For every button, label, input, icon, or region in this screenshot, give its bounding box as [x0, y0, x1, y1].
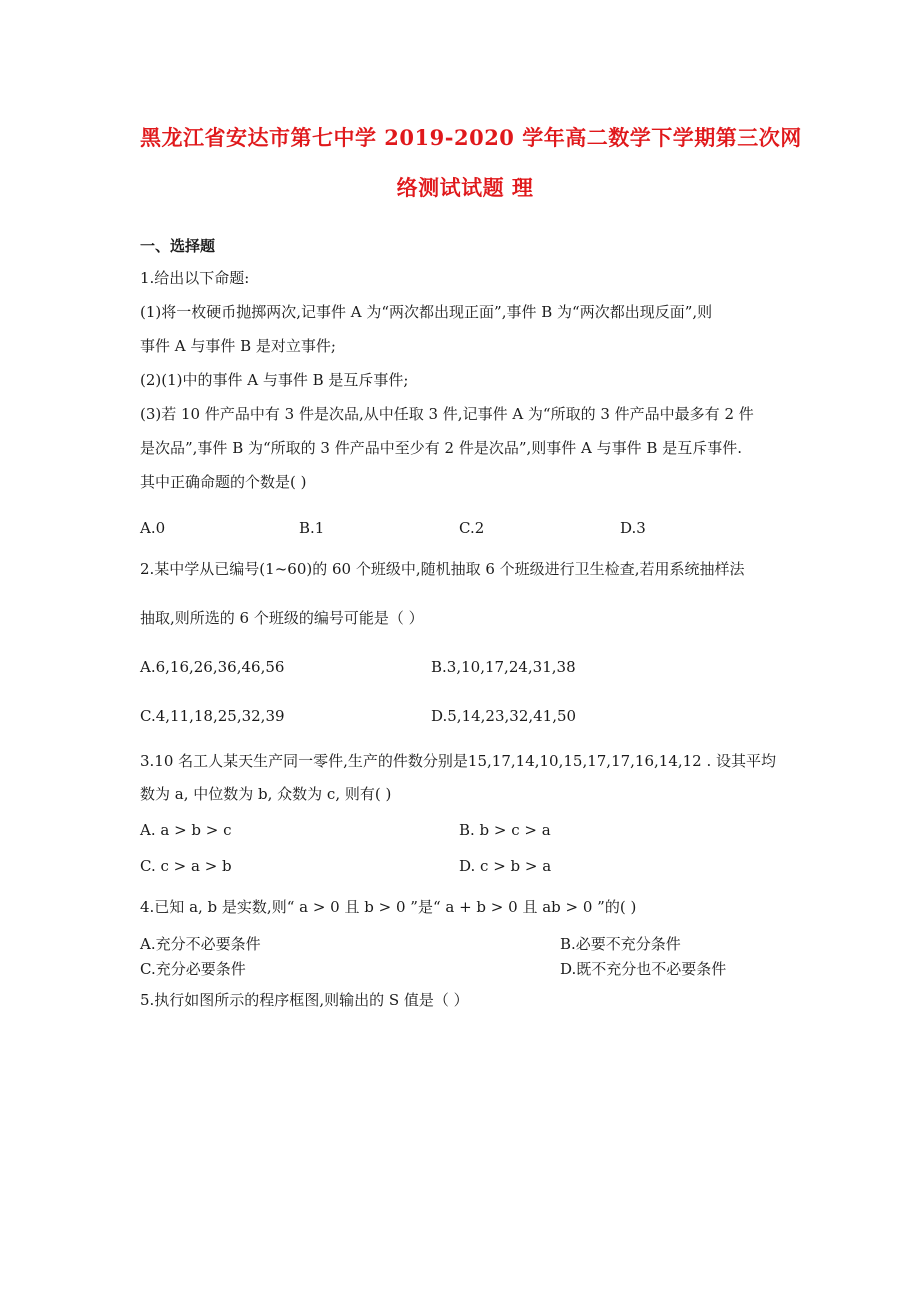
question-3-option-d: D. c > b > a — [459, 857, 552, 875]
question-1-proposition-2: (2)(1)中的事件 A 与事件 B 是互斥事件; — [140, 371, 409, 389]
question-5-stem: 5.执行如图所示的程序框图,则输出的 S 值是（ ） — [140, 991, 469, 1009]
document-title-line-2: 络测试试题 理 — [396, 175, 534, 200]
question-1-stem: 1.给出以下命题: — [140, 269, 250, 287]
question-3-stem-a: 3.10 名工人某天生产同一零件,生产的件数分别是15,17,14,10,15,17,17,16,14,12 . 设其平均 — [140, 752, 777, 770]
question-1-proposition-1b: 事件 A 与事件 B 是对立事件; — [140, 337, 336, 355]
question-1-option-c: C.2 — [459, 519, 485, 537]
question-2-option-a: A.6,16,26,36,46,56 — [140, 658, 285, 676]
question-4-option-d: D.既不充分也不必要条件 — [560, 960, 727, 978]
question-1-proposition-1a: (1)将一枚硬币抛掷两次,记事件 A 为“两次都出现正面”,事件 B 为“两次都出现反面”,则 — [140, 303, 713, 321]
question-3-option-a: A. a > b > c — [140, 821, 232, 839]
question-1-option-d: D.3 — [620, 519, 646, 537]
question-1-proposition-3b: 是次品”,事件 B 为“所取的 3 件产品中至少有 2 件是次品”,则事件 A 与事件 B 是互斥事件. — [140, 439, 742, 457]
question-4-option-c: C.充分必要条件 — [140, 960, 246, 978]
question-2-stem-a: 2.某中学从已编号(1~60)的 60 个班级中,随机抽取 6 个班级进行卫生检查,若用系统抽样法 — [140, 560, 745, 578]
question-1-ask: 其中正确命题的个数是( ) — [140, 473, 307, 491]
section-heading: 一、选择题 — [140, 237, 216, 255]
question-3-option-b: B. b > c > a — [459, 821, 551, 839]
question-4-option-b: B.必要不充分条件 — [560, 935, 681, 953]
question-2-stem-b: 抽取,则所选的 6 个班级的编号可能是（ ） — [140, 609, 424, 627]
question-1-proposition-3a: (3)若 10 件产品中有 3 件是次品,从中任取 3 件,记事件 A 为“所取的 3 件产品中最多有 2 件 — [140, 405, 754, 423]
question-1-option-b: B.1 — [299, 519, 325, 537]
question-2-option-d: D.5,14,23,32,41,50 — [431, 707, 577, 725]
question-4-option-a: A.充分不必要条件 — [140, 935, 261, 953]
question-1-option-a: A.0 — [140, 519, 166, 537]
question-3-stem-b: 数为 a, 中位数为 b, 众数为 c, 则有( ) — [140, 785, 392, 803]
question-4-stem: 4.已知 a, b 是实数,则“ a > 0 且 b > 0 ”是“ a + b > 0 且 ab > 0 ”的( ) — [140, 898, 637, 916]
question-2-option-c: C.4,11,18,25,32,39 — [140, 707, 285, 725]
question-2-option-b: B.3,10,17,24,31,38 — [431, 658, 576, 676]
question-3-option-c: C. c > a > b — [140, 857, 232, 875]
document-title-line-1: 黑龙江省安达市第七中学 2019-2020 学年高二数学下学期第三次网 — [140, 125, 802, 150]
